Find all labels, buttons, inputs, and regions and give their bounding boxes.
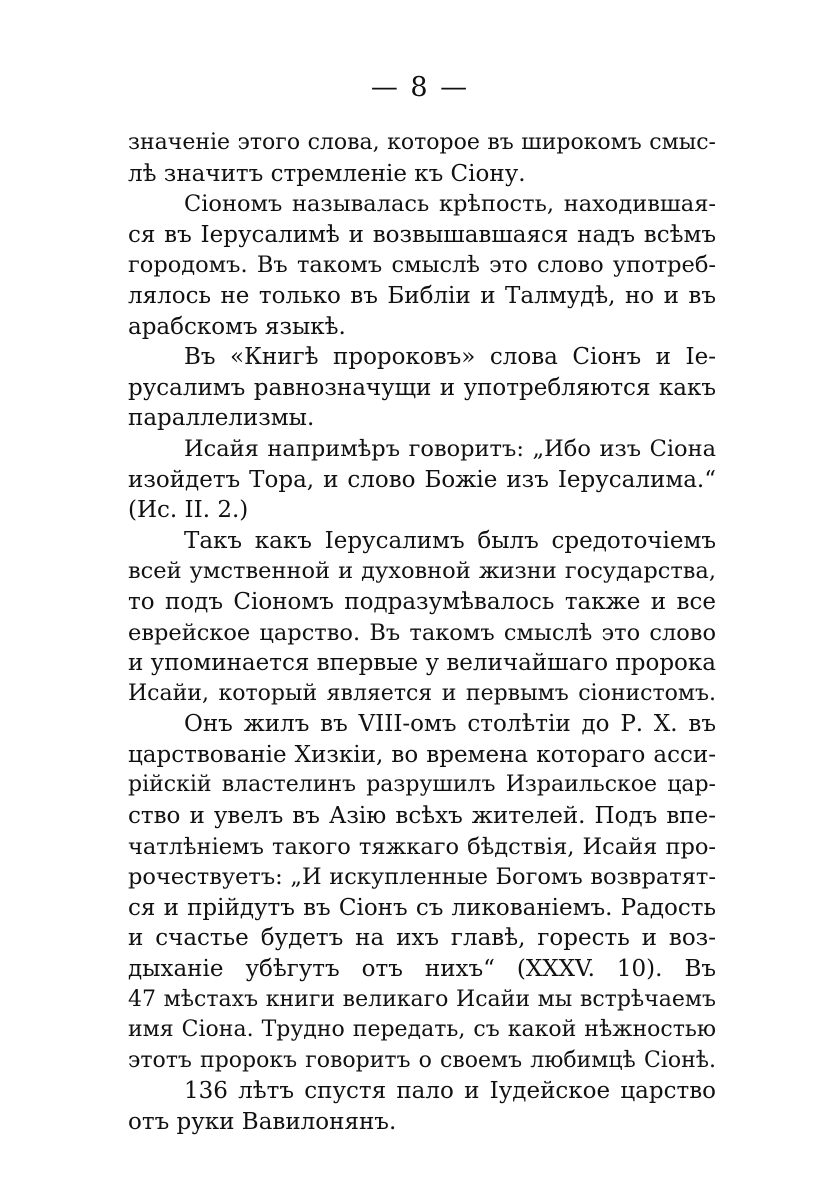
text-line: имя Сіона. Трудно передать, съ какой нѣжностью	[128, 1017, 716, 1043]
text-line: русалимъ равнозначущи и употребляются какъ	[128, 374, 716, 401]
text-line: и счастье будетъ на ихъ главѣ, горесть и воз-	[128, 925, 716, 952]
text-line: ся и прійдутъ въ Сіонъ съ ликованіемъ. Радость	[128, 894, 716, 921]
text-line: изойдетъ Тора, и слово Божіе изъ Іерусалима.“	[128, 466, 716, 493]
text-line: чатлѣніемъ такого тяжкаго бѣдствія, Исайя про-	[128, 833, 716, 860]
text-line: значеніе этого слова, которое въ широкомъ смыс-	[128, 130, 716, 155]
text-line: всей умственной и духовной жизни государства,	[128, 558, 716, 585]
text-line: лѣ значитъ стремленіе къ Сіону.	[128, 160, 526, 187]
text-line: лялось не только въ Библіи и Талмудѣ, но и въ	[128, 282, 716, 309]
text-line: рочествуетъ: „И искупленные Богомъ возвратят-	[128, 864, 716, 891]
text-line: Исайи, который является и первымъ сіонистомъ.	[128, 680, 716, 706]
text-line: 47 мѣстахъ книги великаго Исайи мы встрѣчаемъ	[128, 986, 716, 1012]
text-line: арабскомъ языкѣ.	[128, 313, 346, 340]
text-line: (Ис. II. 2.)	[128, 497, 249, 524]
page-number: — 8 —	[370, 72, 470, 103]
text-line: царствованіе Хизкіи, во времена котораго асси-	[128, 741, 716, 768]
text-line: то подъ Сіономъ подразумѣвалось также и все	[128, 588, 716, 615]
text-line: Такъ какъ Іерусалимъ былъ средоточіемъ	[184, 527, 716, 554]
text-line: отъ руки Вавилонянъ.	[128, 1109, 397, 1135]
text-line: дыханіе убѣгутъ отъ нихъ“ (XXXV. 10). Въ	[128, 956, 716, 983]
text-line: Онъ жилъ въ VIII-омъ столѣтіи до Р. Х. въ	[184, 711, 716, 738]
text-line: этотъ пророкъ говоритъ о своемъ любимцѣ Сіонѣ.	[128, 1047, 716, 1073]
text-line: еврейское царство. Въ такомъ смыслѣ это слово	[128, 619, 716, 646]
text-line: и упоминается впервые у величайшаго пророка	[128, 650, 716, 677]
text-line: ство и увелъ въ Азію всѣхъ жителей. Подъ впе-	[128, 803, 716, 830]
text-line: Въ «Книгѣ пророковъ» слова Сіонъ и Іе-	[184, 344, 716, 371]
text-line: рійскій властелинъ разрушилъ Израильское цар-	[128, 772, 716, 798]
text-line: ся въ Іерусалимѣ и возвышавшаяся надъ всѣмъ	[128, 221, 716, 248]
text-line: 136 лѣтъ спустя пало и Іудейское царство	[184, 1078, 716, 1105]
text-line: параллелизмы.	[128, 405, 315, 432]
text-line: городомъ. Въ такомъ смыслѣ это слово употреб-	[128, 252, 716, 279]
text-line: Сіономъ называлась крѣпость, находившая-	[184, 191, 716, 218]
body-text	[128, 128, 716, 1138]
text-line: Исайя напримѣръ говоритъ: „Ибо изъ Сіона	[184, 435, 716, 462]
